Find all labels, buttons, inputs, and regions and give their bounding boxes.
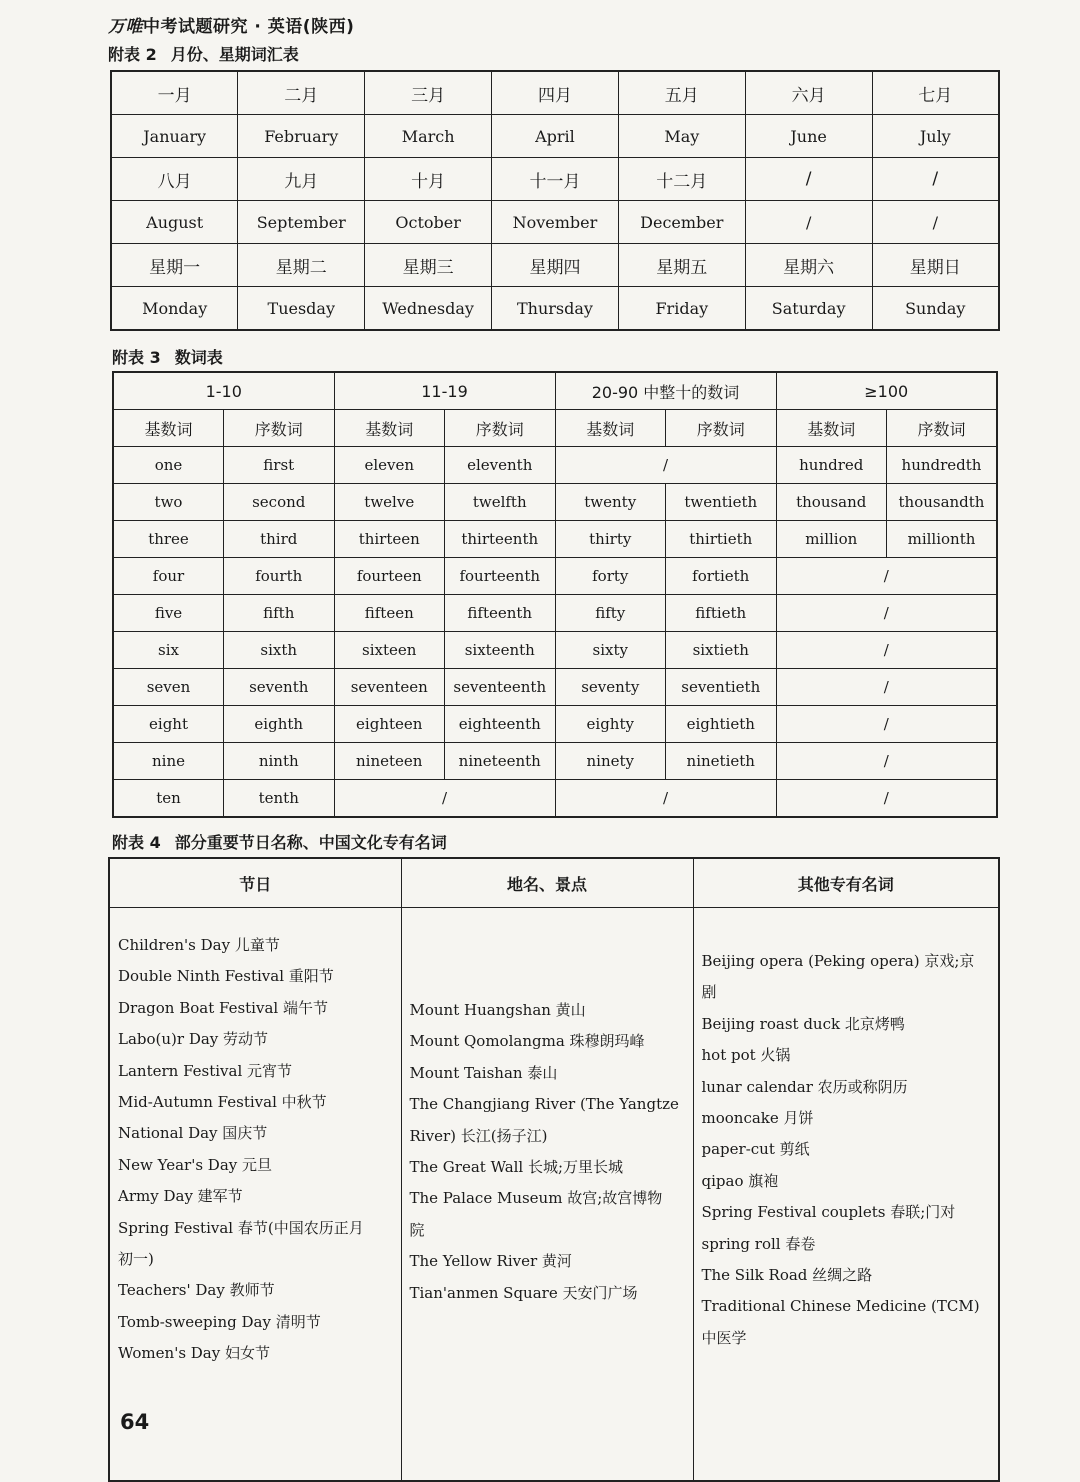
table-cell: twentieth — [666, 484, 777, 521]
table3-number: 附表 3 — [112, 348, 161, 367]
table3-caption — [112, 345, 223, 368]
table-cell: second — [224, 484, 335, 521]
column-header: 基数词 — [113, 410, 224, 447]
table-cell: 七月 — [872, 71, 999, 115]
table-row — [111, 244, 999, 287]
table-cell: fifth — [224, 595, 335, 632]
table-cell: / — [334, 780, 555, 818]
table-cell: hundredth — [887, 447, 998, 484]
list-item: River) 长江(扬子江) — [409, 1126, 548, 1145]
group-header-row — [113, 372, 997, 410]
list-item: The Yellow River 黄河 — [409, 1252, 572, 1271]
header-festivals: 节日 — [109, 858, 401, 908]
table-cell: one — [113, 447, 224, 484]
table-row — [111, 71, 999, 115]
table3-title: 数词表 — [174, 348, 223, 367]
table-cell: millionth — [887, 521, 998, 558]
table-cell: Wednesday — [365, 287, 492, 331]
table-row — [113, 669, 997, 706]
table-cell: seventeenth — [445, 669, 556, 706]
table-cell: eleventh — [445, 447, 556, 484]
subheader-row — [113, 410, 997, 447]
table-row — [111, 201, 999, 244]
table4-number: 附表 4 — [112, 833, 161, 852]
list-item: paper-cut 剪纸 — [701, 1140, 810, 1159]
table-cell: July — [872, 115, 999, 158]
table-cell: ninety — [555, 743, 666, 780]
table-cell: thirteenth — [445, 521, 556, 558]
table-cell: sixth — [224, 632, 335, 669]
table-cell: sixteen — [334, 632, 445, 669]
table-cell: fourteenth — [445, 558, 556, 595]
table-cell: seven — [113, 669, 224, 706]
table-cell: 十一月 — [492, 158, 619, 201]
table-cell: eighty — [555, 706, 666, 743]
table-cell: fiftieth — [666, 595, 777, 632]
group-header: ≥100 — [776, 372, 997, 410]
list-item: Dragon Boat Festival 端午节 — [118, 998, 328, 1017]
table-cell: / — [872, 201, 999, 244]
group-header: 1-10 — [113, 372, 334, 410]
table-cell: / — [745, 201, 872, 244]
header-other-terms: 其他专有名词 — [693, 858, 999, 908]
page-number: 64 — [120, 1410, 150, 1434]
places-column — [401, 908, 693, 1482]
list-item: Beijing opera (Peking opera) 京戏;京 — [701, 952, 975, 970]
table-cell: eight — [113, 706, 224, 743]
table-cell: / — [776, 558, 997, 595]
table-cell: thousandth — [887, 484, 998, 521]
table-cell: fourteen — [334, 558, 445, 595]
column-header: 基数词 — [555, 410, 666, 447]
list-item: Mount Huangshan 黄山 — [409, 1001, 586, 1019]
table-cell: eleven — [334, 447, 445, 484]
table-row — [111, 115, 999, 158]
table-cell: seventh — [224, 669, 335, 706]
column-header: 基数词 — [776, 410, 887, 447]
numerals-table — [112, 371, 998, 818]
table-cell: nineteenth — [445, 743, 556, 780]
table-cell: 四月 — [492, 71, 619, 115]
table-cell: January — [111, 115, 238, 158]
table-row — [113, 595, 997, 632]
column-header: 基数词 — [334, 410, 445, 447]
table-cell: / — [745, 158, 872, 201]
list-item: Lantern Festival 元宵节 — [118, 1061, 293, 1080]
table-cell: 九月 — [238, 158, 365, 201]
festivals-culture-table — [108, 857, 1000, 1482]
list-item: Beijing roast duck 北京烤鸭 — [701, 1014, 905, 1033]
table-cell: fifteenth — [445, 595, 556, 632]
list-item: The Palace Museum 故宫;故宫博物 — [409, 1189, 663, 1208]
table-cell: five — [113, 595, 224, 632]
table-cell: 二月 — [238, 71, 365, 115]
table-row — [111, 287, 999, 331]
table-cell: Tuesday — [238, 287, 365, 331]
table-cell: fifteen — [334, 595, 445, 632]
list-item: The Silk Road 丝绸之路 — [701, 1266, 873, 1285]
table-cell: March — [365, 115, 492, 158]
table-cell: seventieth — [666, 669, 777, 706]
table-cell: 八月 — [111, 158, 238, 201]
table-cell: 星期日 — [872, 244, 999, 287]
table-cell: Friday — [618, 287, 745, 331]
table-cell: seventeen — [334, 669, 445, 706]
table-cell: eighteenth — [445, 706, 556, 743]
table-cell: first — [224, 447, 335, 484]
table-row — [113, 780, 997, 818]
list-item: 院 — [409, 1220, 425, 1239]
table-cell: seventy — [555, 669, 666, 706]
table-row — [111, 158, 999, 201]
list-item: National Day 国庆节 — [118, 1124, 268, 1143]
list-item: mooncake 月饼 — [701, 1109, 814, 1128]
table-row — [113, 706, 997, 743]
table-cell: May — [618, 115, 745, 158]
table-cell: forty — [555, 558, 666, 595]
festivals-column — [109, 908, 401, 1482]
table-cell: / — [776, 780, 997, 818]
table-cell: September — [238, 201, 365, 244]
table-row — [113, 632, 997, 669]
group-header: 11-19 — [334, 372, 555, 410]
table-cell: fourth — [224, 558, 335, 595]
table-cell: 三月 — [365, 71, 492, 115]
table-cell: million — [776, 521, 887, 558]
table-cell: June — [745, 115, 872, 158]
table-cell: 一月 — [111, 71, 238, 115]
table-cell: 星期五 — [618, 244, 745, 287]
table-row — [113, 521, 997, 558]
table-cell: / — [776, 595, 997, 632]
table-cell: Thursday — [492, 287, 619, 331]
list-item: The Great Wall 长城;万里长城 — [409, 1158, 624, 1177]
table-cell: sixteenth — [445, 632, 556, 669]
table-cell: February — [238, 115, 365, 158]
table4-title: 部分重要节日名称、中国文化专有名词 — [174, 833, 447, 852]
list-item: Teachers' Day 教师节 — [118, 1281, 275, 1300]
list-item: Tomb-sweeping Day 清明节 — [118, 1312, 321, 1331]
list-item: Double Ninth Festival 重阳节 — [118, 967, 334, 986]
table-cell: hundred — [776, 447, 887, 484]
table-cell: three — [113, 521, 224, 558]
table-cell: third — [224, 521, 335, 558]
table-cell: Monday — [111, 287, 238, 331]
table-cell: / — [872, 158, 999, 201]
table-cell: twelve — [334, 484, 445, 521]
table-cell: nine — [113, 743, 224, 780]
table-cell: eighteen — [334, 706, 445, 743]
table-cell: two — [113, 484, 224, 521]
other-terms-column — [693, 908, 999, 1482]
list-item: 初一) — [118, 1250, 154, 1269]
list-item: Children's Day 儿童节 — [118, 936, 280, 954]
table-cell: ninth — [224, 743, 335, 780]
table-cell: / — [776, 632, 997, 669]
table-cell: Saturday — [745, 287, 872, 331]
list-item: lunar calendar 农历或称阴历 — [701, 1077, 908, 1096]
table-cell: October — [365, 201, 492, 244]
table-row — [113, 447, 997, 484]
table-cell: thousand — [776, 484, 887, 521]
table-cell: fortieth — [666, 558, 777, 595]
table-cell: / — [776, 706, 997, 743]
list-item: Tian'anmen Square 天安门广场 — [409, 1283, 638, 1302]
column-header: 序数词 — [445, 410, 556, 447]
column-header: 序数词 — [887, 410, 998, 447]
list-item: Spring Festival couplets 春联;门对 — [701, 1203, 956, 1222]
table-cell: 十二月 — [618, 158, 745, 201]
table-cell: thirteen — [334, 521, 445, 558]
table2-title: 月份、星期词汇表 — [170, 45, 299, 64]
table-cell: April — [492, 115, 619, 158]
list-item: The Changjiang River (The Yangtze — [409, 1095, 679, 1114]
table-cell: four — [113, 558, 224, 595]
list-item: 中医学 — [701, 1328, 747, 1347]
table-row — [113, 743, 997, 780]
table-cell: eightieth — [666, 706, 777, 743]
table-cell: November — [492, 201, 619, 244]
list-item: Women's Day 妇女节 — [118, 1344, 270, 1363]
table-cell: 星期四 — [492, 244, 619, 287]
running-header — [108, 12, 354, 37]
table-cell: eighth — [224, 706, 335, 743]
list-item: hot pot 火锅 — [701, 1046, 791, 1065]
table-cell: ninetieth — [666, 743, 777, 780]
column-header: 序数词 — [666, 410, 777, 447]
table-cell: 星期六 — [745, 244, 872, 287]
table-cell: six — [113, 632, 224, 669]
brand-logo-text: 万唯 — [108, 17, 143, 37]
header-places: 地名、景点 — [401, 858, 693, 908]
table-cell: 六月 — [745, 71, 872, 115]
table-cell: December — [618, 201, 745, 244]
table-cell: / — [555, 447, 776, 484]
book-title: 中考试题研究 · 英语(陕西) — [143, 17, 355, 37]
table-cell: thirtieth — [666, 521, 777, 558]
table-cell: tenth — [224, 780, 335, 818]
table-cell: 五月 — [618, 71, 745, 115]
table-cell: fifty — [555, 595, 666, 632]
table-cell: sixtieth — [666, 632, 777, 669]
table-cell: nineteen — [334, 743, 445, 780]
table-cell: 十月 — [365, 158, 492, 201]
table2-number: 附表 2 — [108, 45, 157, 64]
months-weekdays-table — [110, 70, 1000, 331]
table-cell: / — [555, 780, 776, 818]
table-cell: Sunday — [872, 287, 999, 331]
table-cell: twenty — [555, 484, 666, 521]
list-item: Mid-Autumn Festival 中秋节 — [118, 1093, 327, 1112]
table-cell: / — [776, 669, 997, 706]
table-cell: thirty — [555, 521, 666, 558]
table-cell: August — [111, 201, 238, 244]
list-item: Spring Festival 春节(中国农历正月 — [118, 1218, 364, 1237]
list-item: qipao 旗袍 — [701, 1171, 779, 1190]
table-cell: 星期二 — [238, 244, 365, 287]
table-row — [113, 558, 997, 595]
table-cell: / — [776, 743, 997, 780]
column-header: 序数词 — [224, 410, 335, 447]
list-item: Army Day 建军节 — [118, 1187, 243, 1206]
table2-caption — [108, 42, 299, 65]
table-row — [113, 484, 997, 521]
table-cell: 星期一 — [111, 244, 238, 287]
list-item: spring roll 春卷 — [701, 1234, 816, 1253]
list-item: Mount Qomolangma 珠穆朗玛峰 — [409, 1032, 645, 1051]
table-cell: twelfth — [445, 484, 556, 521]
group-header: 20-90 中整十的数词 — [555, 372, 776, 410]
table-cell: ten — [113, 780, 224, 818]
list-item: New Year's Day 元旦 — [118, 1155, 272, 1174]
list-item: Labo(u)r Day 劳动节 — [118, 1030, 269, 1049]
list-item: Mount Taishan 泰山 — [409, 1063, 558, 1082]
table-cell: sixty — [555, 632, 666, 669]
table-cell: 星期三 — [365, 244, 492, 287]
table4-caption — [112, 830, 447, 853]
list-item: Traditional Chinese Medicine (TCM) — [701, 1297, 980, 1316]
list-item: 剧 — [701, 983, 717, 1002]
